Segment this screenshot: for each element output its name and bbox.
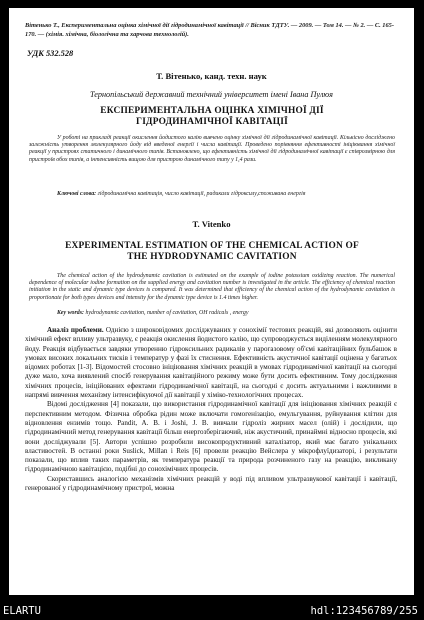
udk-code: УДК 532.528 (27, 49, 74, 58)
keywords-ua-text: гідродинамічна кавітація, число кавітації, радикали гідроксилу,споживана енергія (97, 191, 306, 197)
title-en-line1: EXPERIMENTAL ESTIMATION OF THE CHEMICAL ACTION OF (65, 241, 359, 251)
document-page (9, 8, 414, 595)
title-en-line2: THE HYDRODYNAMIC CAVITATION (127, 252, 297, 262)
keywords-en (29, 310, 395, 317)
keywords-ua (29, 191, 395, 198)
repository-name: ELARTU (3, 605, 41, 617)
body-text (25, 326, 397, 493)
citation-header: Вітенько Т., Експериментальна оцінка хімічної дії гідродинамічної кавітації // Вісник ТДТУ. — 2009. — Том 14. — № 2. — С. 165-170. — (хімія. хімічна, біологічна та харчова технологій). (25, 22, 395, 38)
affiliation: Тернопільський державний технічний університет імені Івана Пулюя (90, 90, 333, 99)
title-ua (47, 106, 377, 128)
keywords-en-label: Key words: (57, 310, 84, 316)
section-heading: Аналіз проблеми. (47, 326, 104, 334)
paragraph-3: Скориставшись аналогією механізмів хімічних реакцій у воді під впливом ультразвукової кавітації і кавітації, генерованої у гідродинамічному пристрої, можна (25, 474, 397, 493)
viewer-status-bar (0, 601, 424, 620)
keywords-ua-label: Ключові слова: (57, 191, 97, 197)
paragraph-2: Відомі дослідження [4] показали, що використання гідродинамічної кавітації для ініціювання хімічних реакцій є перспективним методом. Фізична обробка рідин може включати гомогенізацію, емульгування, руйнування клітин для відновлення ензимів тощо. Pandit, A. B. i Joshi, J. B. вивчали гідроліз жирних масел (олій) і дослідили, що гідродинамічний метод генерування кавітації більш енергозберігаючий, ніж акустичний, принаймні відносно процесів, які вони досліджували [5]. Автори успішно розробили високопродуктивний каталізатор, який має багато унікальних властивостей. В останні роки Suslick, Millan i Reis [6] провели реакцію Вейслера у мікрофлуїдизаторі, і результати показали, що вплив таких параметрів, як температура реакції та природа розчиненого газу на реакцію, викликану гідродинамічною кавітацією, подібні до сонохімічних процесів. (25, 400, 397, 474)
title-ua-line1: ЕКСПЕРИМЕНТАЛЬНА ОЦІНКА ХІМІЧНОЇ ДІЇ (100, 106, 324, 116)
abstract-ua: У роботі на прикладі реакції окислення йодистого калію вивчено оцінку хімічної дії гідродинамічної кавітації. Кількісно досліджено залежність утворення молекулярного йоду від введеної енергії і числа кавітації. Проведено порівняння ефективності ініціювання хімічної реакції у пристроях статичного і динамічного типів. Встановлено, що ефективність хімічної дії гідродинамічної кавітації є співрозмірною для пристроїв обох типів, а інтенсивність вищою для пристрою динамічного типу у 1,4 рази. (29, 135, 395, 163)
abstract-en: The chemical action of the hydrodynamic cavitation is estimated on the example of iodine potassium oxidizing reaction. The numerical dependence of molecular iodine formation on the supplied energy and cavitation number is investigated in the article. The efficiency of chemical reaction initiation in the static and dynamic type devices is compared. It was determined that efficiency of the chemical action of the hydrodynamic cavitation is proportionate for both types devices and intensity for the dynamic type device is 1.4 times higher. (29, 273, 395, 301)
author-ua: Т. Вітенько, канд. техн. наук (156, 71, 267, 81)
keywords-en-text: hydrodynamic cavitation, number of cavitation, OH radicals , energy (85, 310, 249, 316)
author-en: T. Vitenko (192, 219, 231, 229)
title-ua-line2: ГІДРОДИНАМІЧНОЇ КАВІТАЦІЇ (136, 117, 288, 127)
paragraph-analysis (25, 326, 397, 400)
title-en (42, 241, 382, 263)
paragraph-1-text: Однією з широковідомих досліджуваних у сонохімії тестових реакцій, які дозволяють оцінити хімічний ефект впливу ультразвуку, є реакція окислення йодистого калію, що супроводжується виділенням молекулярного йоду. Реакція відбувається завдяки утворенню гідроксильних радикалів у парогазовому об'ємі кавітаційних бульбашок в умовах високих локальних тисків і температур у фазі їх стиснення. Ефективність акустичної кавітації оцінена у багатьох відомих роботах [1-3]. Відомостей стосовно ініціювання хімічних реакцій в умовах гідродинамічної кавітації на сьогодні дуже мало, хоча виявлений спосіб генерування кавітаційного режиму може бути досить ефективним. Тому дослідження хімічних процесів, ініційованих ефектами гідродинамічної кавітації, на сьогодні є досить актуальними і важливими в напрямі вивчення механізму інтенсифікуючої дії кавітації у хіміко-технологічних процесах. (25, 326, 398, 400)
handle-identifier[interactable]: hdl:123456789/255 (310, 605, 418, 617)
